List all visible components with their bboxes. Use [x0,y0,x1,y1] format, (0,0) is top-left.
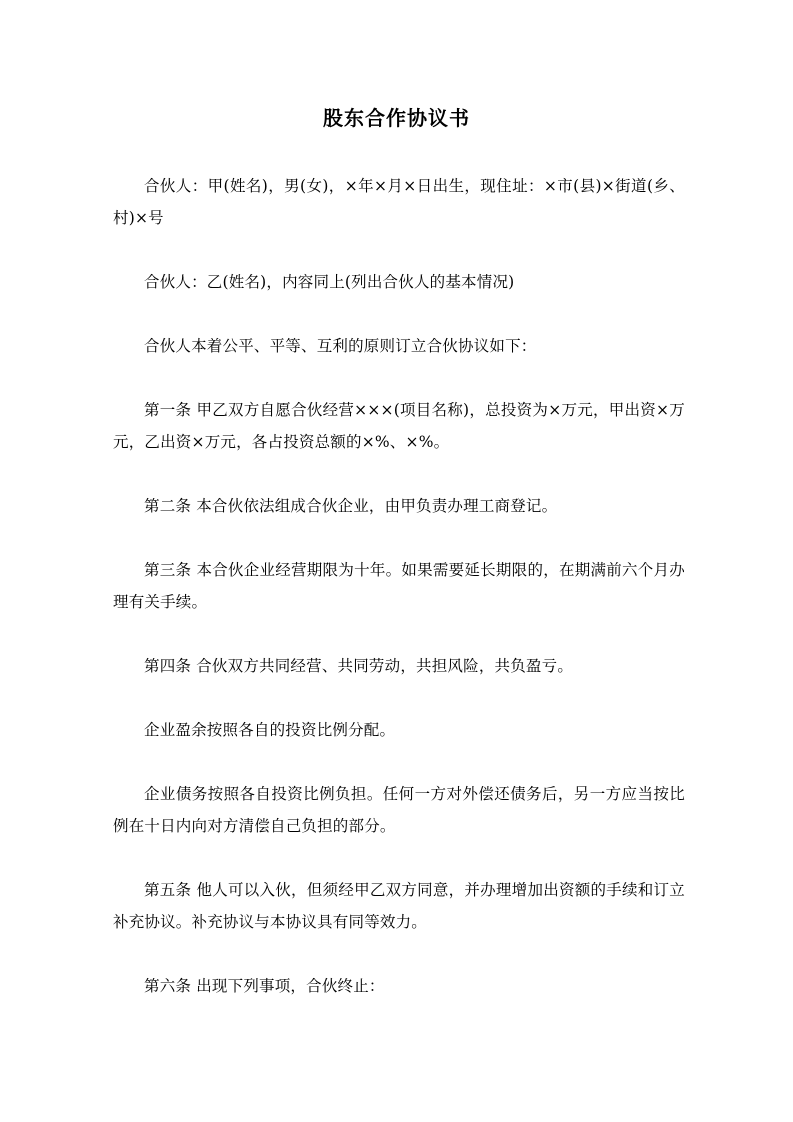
paragraph-preamble: 合伙人本着公平、平等、互利的原则订立合伙协议如下： [144,337,537,355]
paragraph-profit-distribution: 企业盈余按照各自的投资比例分配。 [144,721,396,739]
paragraph-article-3: 第三条 本合伙企业经营期限为十年。如果需要延长期限的，在期满前六个月办理有关手续。 [113,561,685,611]
paragraph-partner-a: 合伙人：甲(姓名)，男(女)，×年×月×日出生，现住址：×市(县)×街道(乡、村)×号 [113,177,685,227]
paragraph-article-4: 第四条 合伙双方共同经营、共同劳动，共担风险，共负盈亏。 [144,657,574,675]
paragraph-article-2: 第二条 本合伙依法组成合伙企业，由甲负责办理工商登记。 [144,497,558,515]
paragraph-debt-liability: 企业债务按照各自投资比例负担。任何一方对外偿还债务后，另一方应当按比例在十日内向对方清偿自己负担的部分。 [113,785,685,835]
paragraph-partner-b: 合伙人：乙(姓名)，内容同上(列出合伙人的基本情况) [144,273,515,291]
document-title: 股东合作协议书 [323,106,470,130]
paragraph-article-6: 第六条 出现下列事项，合伙终止： [144,977,385,995]
paragraph-article-1: 第一条 甲乙双方自愿合伙经营×××(项目名称)，总投资为×万元，甲出资×万元，乙出资×万元，各占投资总额的×%、×%。 [113,401,685,451]
paragraph-article-5: 第五条 他人可以入伙，但须经甲乙双方同意，并办理增加出资额的手续和订立补充协议。补充协议与本协议具有同等效力。 [113,881,685,931]
document-body [113,170,685,1034]
